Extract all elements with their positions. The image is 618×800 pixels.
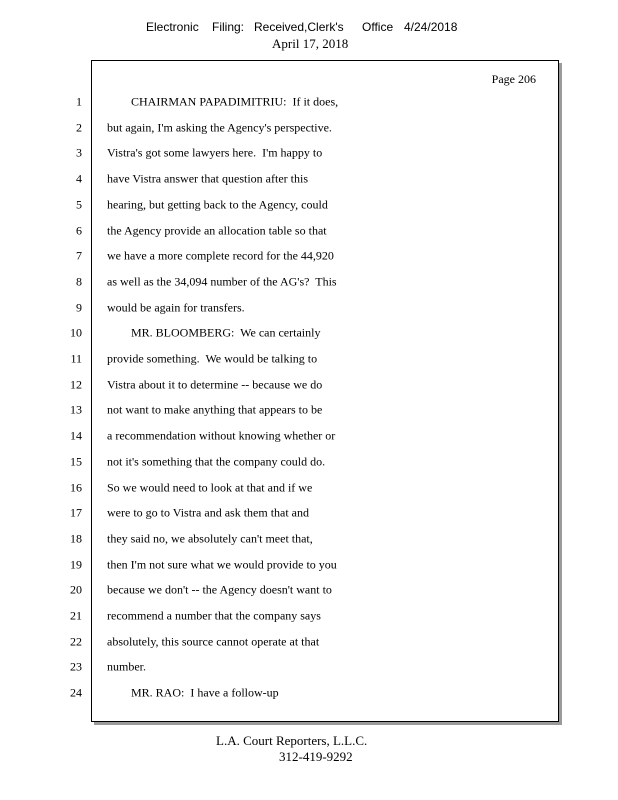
stamp-date: 4/24/2018 [404, 20, 458, 34]
transcript-line: provide something. We would be talking to [107, 351, 318, 366]
transcript-line: because we don't -- the Agency doesn't want to [107, 582, 332, 597]
line-number: 4 [76, 171, 82, 186]
line-number: 20 [70, 582, 82, 597]
transcript-line: So we would need to look at that and if we [107, 480, 313, 494]
reporter-phone: 312-419-9292 [279, 749, 353, 764]
transcript-line: absolutely, this source cannot operate at that [107, 634, 320, 649]
filing-stamp [0, 20, 618, 36]
stamp-filing: Filing: [212, 20, 245, 34]
stamp-office: Office [362, 20, 394, 34]
reporter-firm: L.A. Court Reporters, L.L.C. [216, 733, 368, 748]
line-number: 22 [70, 634, 82, 649]
line-number: 23 [70, 659, 82, 674]
transcript-line: but again, I'm asking the Agency's perspective. [107, 120, 332, 135]
transcript-line: not want to make anything that appears to be [107, 402, 323, 417]
hearing-date: April 17, 2018 [272, 36, 349, 51]
line-number: 8 [76, 274, 82, 289]
page-number: Page 206 [491, 72, 536, 86]
line-number: 19 [70, 557, 82, 572]
transcript-line: the Agency provide an allocation table so that [107, 223, 327, 237]
line-number: 2 [76, 120, 82, 135]
transcript-line: hearing, but getting back to the Agency, could [107, 197, 328, 212]
line-number: 1 [76, 94, 82, 109]
transcript-line: a recommendation without knowing whether or [107, 428, 336, 443]
transcript-line: number. [107, 659, 146, 674]
transcript-line: MR. RAO: I have a follow-up [107, 685, 279, 700]
line-number: 24 [70, 685, 82, 700]
transcript-line: Vistra about it to determine -- because we do [107, 377, 323, 392]
line-number: 17 [70, 505, 82, 520]
line-number: 14 [70, 428, 82, 443]
line-number: 13 [70, 402, 82, 417]
transcript-line: were to go to Vistra and ask them that and [107, 505, 310, 520]
line-number: 11 [70, 351, 82, 366]
transcript-line: then I'm not sure what we would provide to you [107, 557, 337, 572]
transcript-line: MR. BLOOMBERG: We can certainly [107, 325, 321, 340]
line-number: 18 [70, 531, 82, 546]
line-number: 15 [70, 454, 82, 469]
line-number: 12 [70, 377, 82, 392]
line-number: 3 [76, 145, 82, 160]
stamp-electronic: Electronic [146, 20, 199, 34]
transcript-line: not it's something that the company could do. [107, 454, 326, 469]
transcript-line: recommend a number that the company says [107, 608, 321, 623]
transcript-line: we have a more complete record for the 44,920 [107, 248, 334, 263]
transcript-line: Vistra's got some lawyers here. I'm happy to [107, 145, 323, 160]
line-number: 9 [76, 300, 82, 315]
line-number: 16 [70, 480, 82, 494]
transcript-line: they said no, we absolutely can't meet that, [107, 531, 313, 546]
line-number: 10 [70, 325, 82, 340]
stamp-received: Received,Clerk's [254, 20, 344, 34]
transcript-page [91, 60, 559, 722]
line-number: 7 [76, 248, 82, 263]
transcript-line: have Vistra answer that question after this [107, 171, 308, 186]
transcript-line: as well as the 34,094 number of the AG's? This [107, 274, 337, 289]
line-number: 6 [76, 223, 82, 237]
transcript-line: would be again for transfers. [107, 300, 245, 315]
line-number: 21 [70, 608, 82, 623]
transcript-line: CHAIRMAN PAPADIMITRIU: If it does, [107, 94, 339, 109]
line-number: 5 [76, 197, 82, 212]
